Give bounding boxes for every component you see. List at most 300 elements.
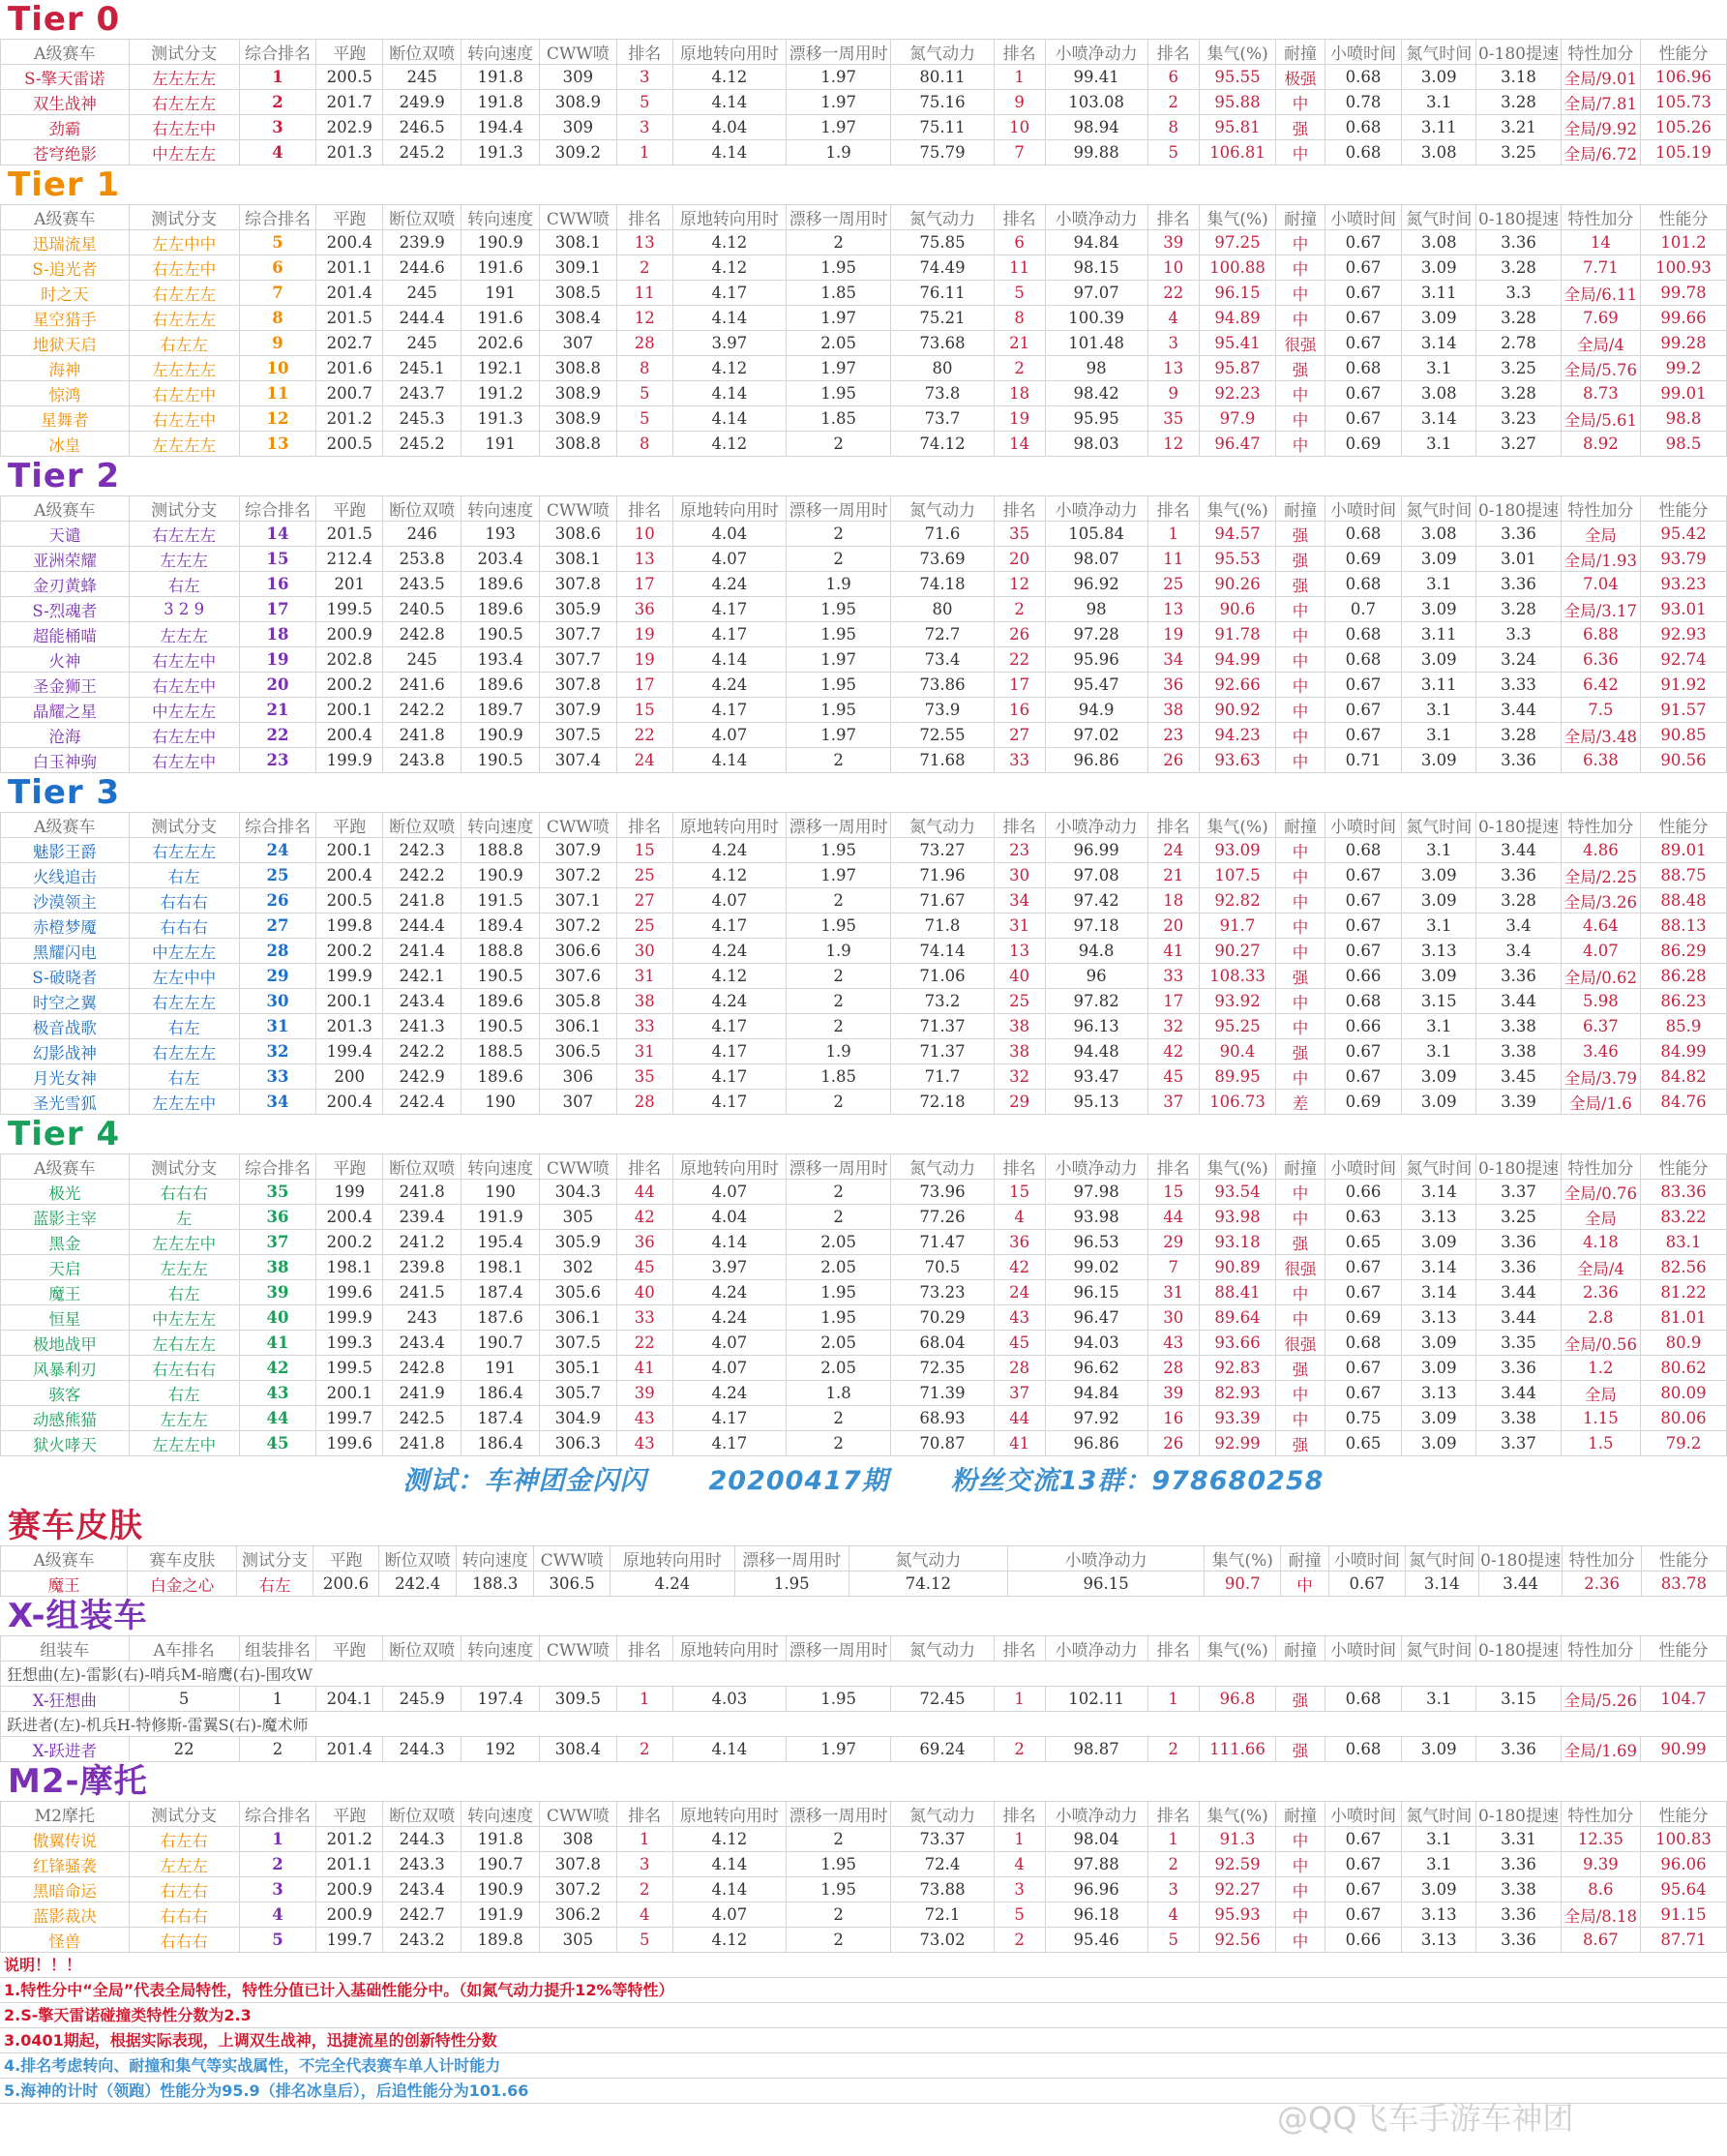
table-cell: 33 [616, 1014, 672, 1039]
table-cell: 90.85 [1641, 723, 1727, 748]
table-cell: 全局/1.6 [1561, 1090, 1640, 1115]
table-cell: 73.9 [891, 698, 994, 723]
table-cell: 2 [994, 1928, 1045, 1953]
table-cell: 1.95 [786, 1877, 891, 1902]
table-cell: 8 [239, 306, 316, 331]
table-cell: 右左左左 [129, 522, 239, 547]
table-cell: 1.97 [786, 356, 891, 381]
table-cell: 307.6 [540, 964, 617, 989]
table-cell: 右左左左 [129, 838, 239, 863]
table-cell: 72.1 [891, 1902, 994, 1928]
column-header: 排名 [994, 205, 1045, 230]
column-header: 耐撞 [1276, 813, 1325, 838]
table-cell: 19 [616, 647, 672, 673]
column-header: 漂移一周用时 [786, 205, 891, 230]
section-title: Tier 4 [8, 1115, 121, 1153]
table-cell: 4 [994, 1852, 1045, 1877]
table-cell: 全局/1.93 [1561, 547, 1640, 572]
table-cell: 3 [616, 115, 672, 140]
table-cell: 45 [994, 1331, 1045, 1356]
table-cell: 242.8 [383, 622, 462, 647]
column-header: 集气(%) [1205, 1546, 1281, 1572]
column-header: A级赛车 [1, 205, 130, 230]
table-cell: 199.6 [316, 1280, 383, 1305]
table-cell: 3.36 [1476, 964, 1562, 989]
table-cell: 7.04 [1561, 572, 1640, 597]
table-cell: 3.38 [1476, 1406, 1562, 1431]
table-cell: 94.57 [1199, 522, 1276, 547]
table-cell: 1 [1147, 1827, 1199, 1852]
table-cell: 3.13 [1402, 1928, 1476, 1953]
table-cell: 0.67 [1325, 306, 1402, 331]
table-cell: 306.3 [540, 1431, 617, 1456]
table-cell: 15 [616, 698, 672, 723]
table-cell: 4.17 [672, 913, 786, 939]
table-cell: 惊鸿 [1, 381, 130, 406]
table-cell: 200.4 [316, 723, 383, 748]
skin-table [0, 1545, 1727, 1597]
table-cell: 29 [994, 1090, 1045, 1115]
table-cell: 100.88 [1199, 255, 1276, 281]
table-cell: 0.67 [1325, 1064, 1402, 1090]
column-header: 排名 [994, 1636, 1045, 1662]
table-cell: 93.09 [1199, 838, 1276, 863]
table-cell: 199 [316, 1180, 383, 1205]
table-cell: 4.12 [672, 65, 786, 90]
table-cell: 3.09 [1402, 647, 1476, 673]
table-cell: 15 [994, 1180, 1045, 1205]
table-cell: 2 [1147, 1852, 1199, 1877]
table-cell: 99.28 [1641, 331, 1727, 356]
table-cell: 86.29 [1641, 939, 1727, 964]
table-cell: 98.94 [1045, 115, 1147, 140]
table-cell: 中 [1276, 597, 1325, 622]
table-cell: 中 [1276, 939, 1325, 964]
table-cell: 99.01 [1641, 381, 1727, 406]
table-cell: 97.07 [1045, 281, 1147, 306]
column-header: 特性加分 [1561, 813, 1640, 838]
table-cell: 3.1 [1402, 90, 1476, 115]
column-header: A级赛车 [1, 813, 130, 838]
table-cell: 12.35 [1561, 1827, 1640, 1852]
table-cell: 0.68 [1325, 140, 1402, 165]
table-row [1, 913, 1727, 939]
table-cell: 右左左左 [129, 1039, 239, 1064]
table-cell: 191.5 [462, 888, 540, 913]
table-cell: 37 [994, 1381, 1045, 1406]
table-row [1, 1255, 1727, 1280]
table-row [1, 838, 1727, 863]
table-cell: 98.42 [1045, 381, 1147, 406]
column-header: 氮气时间 [1402, 205, 1476, 230]
table-cell: 6.37 [1561, 1014, 1640, 1039]
table-cell: 73.02 [891, 1928, 994, 1953]
table-cell: 4.17 [672, 1406, 786, 1431]
table-cell: 242.2 [383, 698, 462, 723]
table-cell: 13 [1147, 597, 1199, 622]
column-header: 小喷时间 [1325, 1636, 1402, 1662]
column-header: 断位双喷 [383, 1154, 462, 1180]
column-header: 原地转向用时 [610, 1546, 735, 1572]
table-cell: 3 [1147, 1877, 1199, 1902]
note-line: 5.海神的计时（领跑）性能分为95.9（排名冰皇后），后追性能分为101.66 [0, 2079, 1727, 2104]
column-header: 0-180提速 [1476, 205, 1562, 230]
table-cell: 308.4 [540, 306, 617, 331]
table-cell: 96.62 [1045, 1356, 1147, 1381]
table-cell: 11 [1147, 547, 1199, 572]
table-cell: 26 [239, 888, 316, 913]
table-row [1, 1902, 1727, 1928]
table-cell: 4 [1147, 306, 1199, 331]
table-cell: 8.92 [1561, 432, 1640, 457]
table-cell: 28 [994, 1356, 1045, 1381]
table-cell: 98 [1045, 597, 1147, 622]
table-cell: 83.1 [1641, 1230, 1727, 1255]
table-cell: 40 [239, 1305, 316, 1331]
table-cell: 3.44 [1476, 1280, 1562, 1305]
table-row [1, 381, 1727, 406]
table-row [1, 1687, 1727, 1712]
section-title: Tier 1 [8, 165, 121, 204]
table-row [1, 281, 1727, 306]
table-cell: 2 [786, 1090, 891, 1115]
column-header: 集气(%) [1199, 40, 1276, 65]
column-header: CWW喷 [540, 1154, 617, 1180]
table-cell: 98.04 [1045, 1827, 1147, 1852]
column-header: CWW喷 [540, 496, 617, 522]
table-cell: 6.42 [1561, 673, 1640, 698]
table-cell: 2 [786, 1180, 891, 1205]
table-cell: 19 [616, 622, 672, 647]
table-cell: 2.36 [1563, 1572, 1641, 1597]
column-header: A级赛车 [1, 1546, 128, 1572]
table-cell: 4.14 [672, 140, 786, 165]
table-cell: 69.24 [891, 1737, 994, 1762]
table-cell: 45 [239, 1431, 316, 1456]
table-cell: 2 [239, 90, 316, 115]
table-cell: 84.82 [1641, 1064, 1727, 1090]
table-cell: 19 [994, 406, 1045, 432]
table-cell: 201.1 [316, 1852, 383, 1877]
table-cell: 蓝影裁决 [1, 1902, 130, 1928]
table-cell: 199.3 [316, 1331, 383, 1356]
table-cell: 44 [1147, 1205, 1199, 1230]
column-header: 氮气动力 [891, 813, 994, 838]
table-cell: 3.3 [1476, 622, 1562, 647]
column-header: 断位双喷 [383, 1636, 462, 1662]
table-cell: 21 [1147, 863, 1199, 888]
table-cell: 13 [616, 547, 672, 572]
table-cell: 0.65 [1325, 1230, 1402, 1255]
column-header: 0-180提速 [1476, 1636, 1562, 1662]
table-cell: 0.71 [1325, 748, 1402, 773]
table-cell: 4.07 [1561, 939, 1640, 964]
table-row [1, 748, 1727, 773]
table-cell: 3.08 [1402, 230, 1476, 255]
table-cell: 3.11 [1402, 281, 1476, 306]
table-cell: 34 [1147, 647, 1199, 673]
table-cell: 239.8 [383, 1255, 462, 1280]
table-cell: 21 [994, 331, 1045, 356]
table-cell: 202.7 [316, 331, 383, 356]
table-cell: 68.93 [891, 1406, 994, 1431]
table-cell: 1.97 [786, 65, 891, 90]
table-cell: 199.9 [316, 964, 383, 989]
table-cell: 92.74 [1641, 647, 1727, 673]
column-header: 集气(%) [1199, 205, 1276, 230]
table-cell: 307.9 [540, 698, 617, 723]
table-cell: 98.8 [1641, 406, 1727, 432]
table-cell: 200.1 [316, 1381, 383, 1406]
column-header: 排名 [994, 496, 1045, 522]
table-cell: 差 [1276, 1090, 1325, 1115]
table-cell: 2 [786, 1902, 891, 1928]
table-cell: 190.9 [462, 1877, 540, 1902]
table-cell: 41 [239, 1331, 316, 1356]
table-cell: 9 [994, 90, 1045, 115]
table-cell: 43 [616, 1406, 672, 1431]
xcar-table [0, 1635, 1727, 1762]
column-header: 特性加分 [1561, 496, 1640, 522]
table-cell: 3.28 [1476, 597, 1562, 622]
table-cell: 71.7 [891, 1064, 994, 1090]
notes-title: 说明！！！ [0, 1953, 1727, 1978]
table-cell: 189.8 [462, 1928, 540, 1953]
table-cell: 3.44 [1476, 838, 1562, 863]
table-cell: 200.4 [316, 1090, 383, 1115]
table-cell: 307.8 [540, 673, 617, 698]
table-cell: 91.92 [1641, 673, 1727, 698]
table-cell: 12 [239, 406, 316, 432]
table-cell: 18 [1147, 888, 1199, 913]
table-cell: 244.3 [383, 1827, 462, 1852]
table-cell: 89.64 [1199, 1305, 1276, 1331]
table-cell: 4.14 [672, 406, 786, 432]
table-cell: 244.3 [383, 1737, 462, 1762]
table-cell: 97.98 [1045, 1180, 1147, 1205]
table-cell: 全局/8.18 [1561, 1902, 1640, 1928]
table-cell: 中 [1276, 863, 1325, 888]
table-cell: 强 [1276, 115, 1325, 140]
tier-table [0, 204, 1727, 457]
table-cell: 0.67 [1325, 281, 1402, 306]
table-cell: 3.28 [1476, 381, 1562, 406]
table-cell: 右左左中 [129, 406, 239, 432]
table-cell: 3.09 [1402, 1737, 1476, 1762]
table-cell: 201.6 [316, 356, 383, 381]
column-header: 组装排名 [239, 1636, 316, 1662]
table-cell: 243 [383, 1305, 462, 1331]
table-cell: 3.36 [1476, 522, 1562, 547]
table-cell: 189.6 [462, 673, 540, 698]
table-cell: 23 [239, 748, 316, 773]
table-cell: 1 [1147, 1687, 1199, 1712]
table-row [1, 673, 1727, 698]
table-cell: 35 [239, 1180, 316, 1205]
column-header: 氮气动力 [849, 1546, 1007, 1572]
table-cell: 102.11 [1045, 1687, 1147, 1712]
table-row [1, 888, 1727, 913]
table-cell: 1.97 [786, 90, 891, 115]
table-cell: 5 [994, 1902, 1045, 1928]
table-cell: 右左左中 [129, 647, 239, 673]
table-cell: 199.9 [316, 1305, 383, 1331]
table-cell: 3.09 [1402, 547, 1476, 572]
table-cell: 0.66 [1325, 964, 1402, 989]
table-cell: 3.1 [1402, 913, 1476, 939]
table-cell: 96.92 [1045, 572, 1147, 597]
table-cell: 33 [239, 1064, 316, 1090]
table-cell: 94.84 [1045, 230, 1147, 255]
table-cell: 40 [994, 964, 1045, 989]
table-cell: 26 [1147, 748, 1199, 773]
column-header: 原地转向用时 [672, 205, 786, 230]
table-cell: 6.88 [1561, 622, 1640, 647]
table-cell: 306.5 [540, 1039, 617, 1064]
column-header: 漂移一周用时 [786, 40, 891, 65]
table-cell: 306 [540, 1064, 617, 1090]
table-cell: 3.33 [1476, 673, 1562, 698]
table-cell: 3.09 [1402, 1230, 1476, 1255]
table-cell: 中左左左 [129, 939, 239, 964]
table-cell: 魅影王爵 [1, 838, 130, 863]
column-header: 断位双喷 [383, 1802, 462, 1827]
table-cell: 风暴利刃 [1, 1356, 130, 1381]
table-cell: 90.89 [1199, 1255, 1276, 1280]
table-cell: 212.4 [316, 547, 383, 572]
column-header: 综合排名 [239, 496, 316, 522]
table-cell: 2 [786, 1928, 891, 1953]
table-cell: 中 [1276, 913, 1325, 939]
table-cell: 月光女神 [1, 1064, 130, 1090]
column-header: 排名 [616, 1154, 672, 1180]
column-header: 漂移一周用时 [786, 496, 891, 522]
table-cell: 92.27 [1199, 1877, 1276, 1902]
table-cell: 95.93 [1199, 1902, 1276, 1928]
table-cell: 3.09 [1402, 964, 1476, 989]
table-cell: 右左 [129, 1381, 239, 1406]
tier-table [0, 812, 1727, 1115]
table-cell: 30 [1147, 1305, 1199, 1331]
table-row [1, 356, 1727, 381]
table-cell: 3.4 [1476, 913, 1562, 939]
table-cell: 98 [1045, 356, 1147, 381]
table-cell: 2.05 [786, 1230, 891, 1255]
table-cell: 242.9 [383, 1064, 462, 1090]
table-cell: 中 [1276, 1827, 1325, 1852]
table-cell: 108.33 [1199, 964, 1276, 989]
table-cell: 3.09 [1402, 1090, 1476, 1115]
table-cell: 3.36 [1476, 230, 1562, 255]
table-row [1, 1572, 1727, 1597]
table-cell: 201.1 [316, 255, 383, 281]
column-header: 性能分 [1641, 496, 1727, 522]
table-cell: 0.68 [1325, 522, 1402, 547]
column-header: 平跑 [316, 813, 383, 838]
column-header: 性能分 [1641, 1802, 1727, 1827]
table-cell: 93.79 [1641, 547, 1727, 572]
table-cell: 2.05 [786, 331, 891, 356]
table-cell: 1.95 [786, 381, 891, 406]
table-cell: 39 [1147, 1381, 1199, 1406]
table-cell: 4.17 [672, 1039, 786, 1064]
table-row [1, 1406, 1727, 1431]
banner-issue: 20200417期 [708, 1466, 889, 1496]
table-cell: 200.4 [316, 1205, 383, 1230]
table-cell: 20 [1147, 913, 1199, 939]
table-cell: 36 [994, 1230, 1045, 1255]
table-cell: 4.17 [672, 698, 786, 723]
column-header: 断位双喷 [383, 496, 462, 522]
table-cell: 189.7 [462, 698, 540, 723]
table-cell: 圣光雪狐 [1, 1090, 130, 1115]
table-cell: 95.46 [1045, 1928, 1147, 1953]
table-cell: 中 [1276, 1064, 1325, 1090]
section-title: M2-摩托 [8, 1762, 148, 1801]
table-cell: 75.16 [891, 90, 994, 115]
table-cell: 91.3 [1199, 1827, 1276, 1852]
table-cell: 73.23 [891, 1280, 994, 1305]
column-header: 原地转向用时 [672, 496, 786, 522]
table-cell: 1.95 [786, 1305, 891, 1331]
table-cell: 赤橙梦魇 [1, 913, 130, 939]
table-cell: 2 [994, 1737, 1045, 1762]
column-header: 小喷净动力 [1045, 1154, 1147, 1180]
table-cell: 23 [994, 838, 1045, 863]
table-cell: 4.12 [672, 230, 786, 255]
table-cell: 307 [540, 331, 617, 356]
table-cell: 72.35 [891, 1356, 994, 1381]
table-cell: 中 [1276, 1381, 1325, 1406]
table-cell: 76.11 [891, 281, 994, 306]
table-cell: 307 [540, 1090, 617, 1115]
table-cell: 73.2 [891, 989, 994, 1014]
table-cell: 103.08 [1045, 90, 1147, 115]
table-cell: 200.1 [316, 989, 383, 1014]
table-cell: 左左左 [129, 1406, 239, 1431]
table-cell: 白金之心 [128, 1572, 237, 1597]
column-header: 小喷时间 [1325, 1154, 1402, 1180]
table-cell: 4.17 [672, 1014, 786, 1039]
table-cell: 0.67 [1325, 673, 1402, 698]
table-cell: 0.69 [1325, 1090, 1402, 1115]
table-cell: 33 [994, 748, 1045, 773]
table-cell: 3.44 [1476, 989, 1562, 1014]
table-cell: 0.7 [1325, 597, 1402, 622]
column-header: 转向速度 [457, 1546, 534, 1572]
table-cell: 5 [1147, 140, 1199, 165]
table-cell: 中 [1276, 1180, 1325, 1205]
table-cell: 3.28 [1476, 255, 1562, 281]
table-cell: 96.86 [1045, 748, 1147, 773]
table-cell: 4.04 [672, 115, 786, 140]
table-row [1, 140, 1727, 165]
table-cell: 190.5 [462, 964, 540, 989]
table-cell: 93.47 [1045, 1064, 1147, 1090]
table-cell: 1.95 [786, 597, 891, 622]
table-cell: 90.92 [1199, 698, 1276, 723]
table-cell: 4.24 [672, 1280, 786, 1305]
table-cell: 2 [786, 1205, 891, 1230]
table-cell: 中 [1276, 1877, 1325, 1902]
table-cell: 41 [616, 1356, 672, 1381]
table-cell: 0.68 [1325, 1687, 1402, 1712]
table-cell: 93.18 [1199, 1230, 1276, 1255]
header-row [1, 496, 1727, 522]
table-cell: 5 [129, 1687, 239, 1712]
table-cell: 73.88 [891, 1877, 994, 1902]
table-cell: 强 [1276, 356, 1325, 381]
